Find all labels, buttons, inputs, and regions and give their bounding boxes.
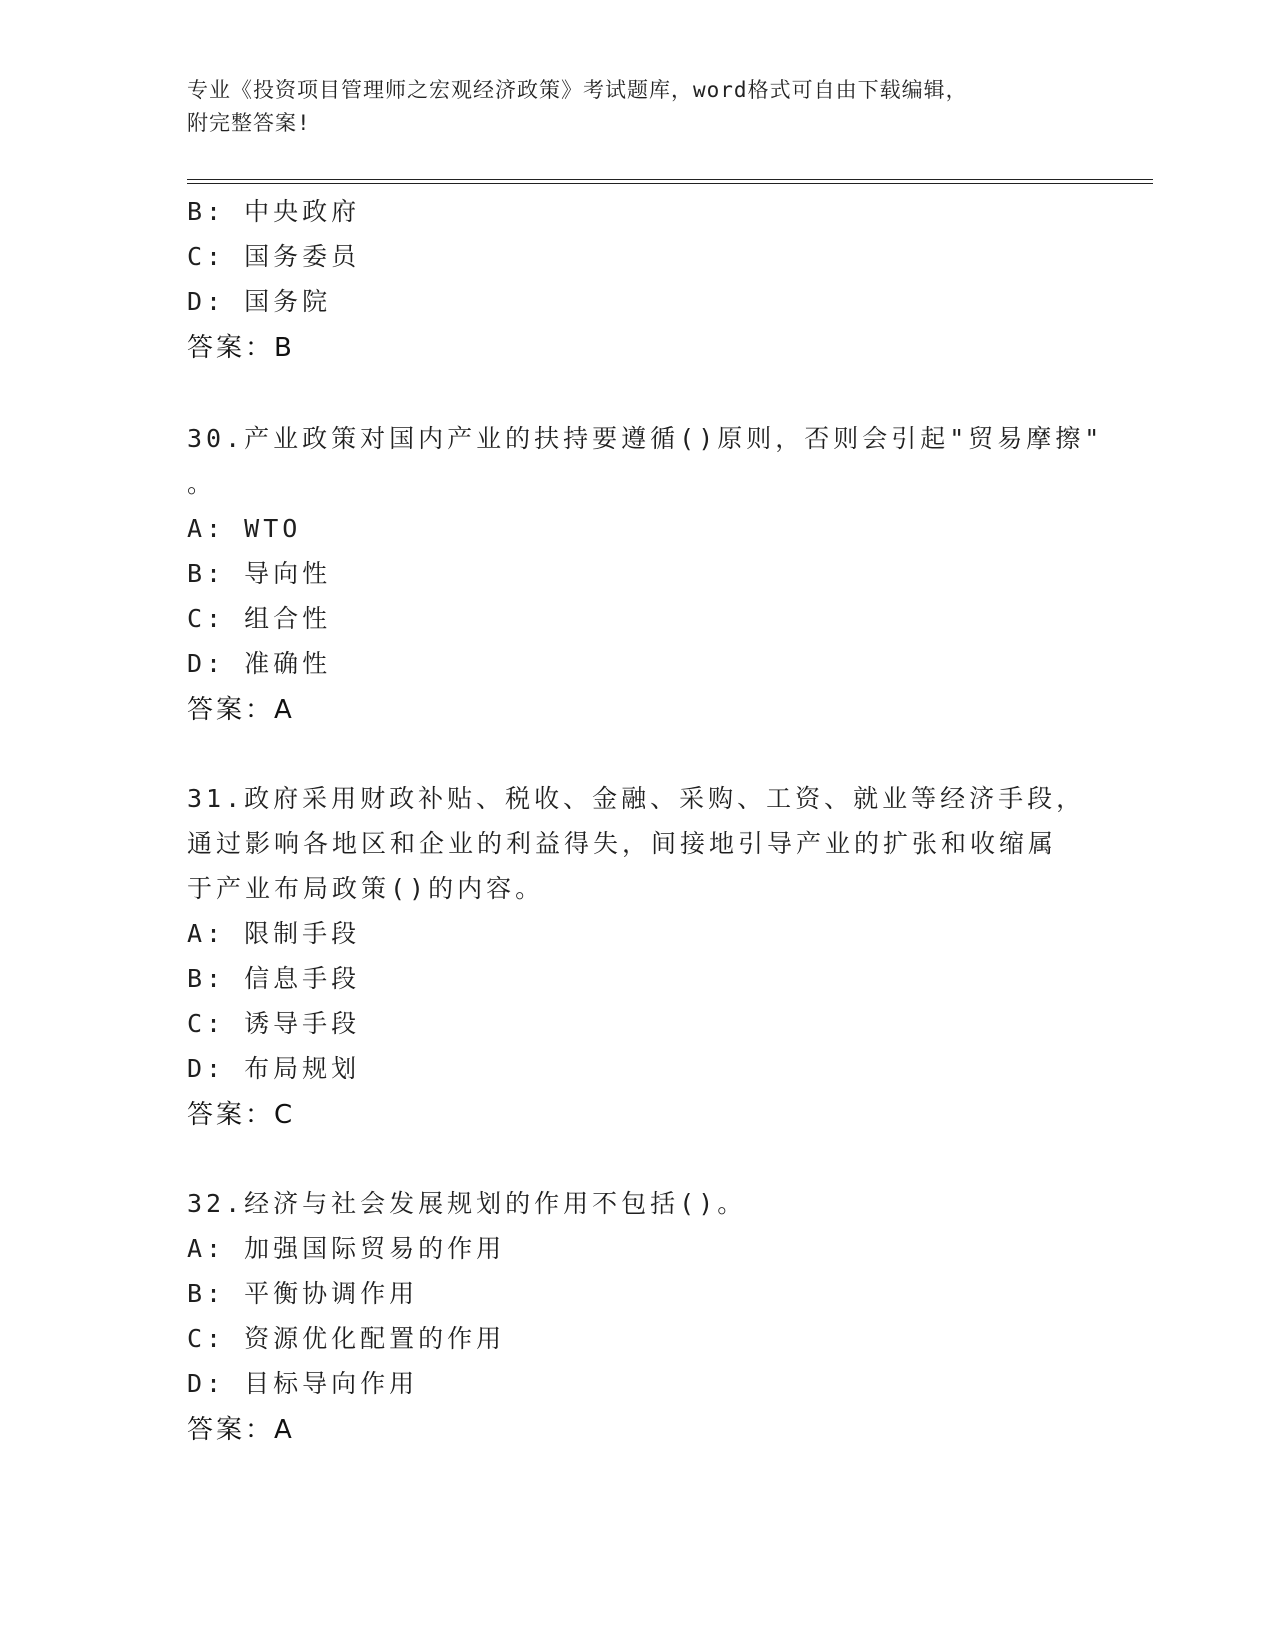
q31-stem-line-3: 于产业布局政策()的内容。 xyxy=(187,874,545,903)
q31-stem-line-2: 通过影响各地区和企业的利益得失，间接地引导产业的扩张和收缩属 xyxy=(187,829,1058,858)
q32-option-d: D: 目标导向作用 xyxy=(187,1369,419,1398)
q31-answer: 答案：C xyxy=(187,1100,296,1130)
q30-option-a: A: WTO xyxy=(187,514,302,543)
q32-option-b: B: 平衡协调作用 xyxy=(187,1279,419,1308)
q29-option-d: D: 国务院 xyxy=(187,287,332,316)
document-header xyxy=(187,74,1067,140)
q30-option-d: D: 准确性 xyxy=(187,649,332,678)
q31-option-b: B: 信息手段 xyxy=(187,964,361,993)
q32-stem-line-1: 32.经济与社会发展规划的作用不包括()。 xyxy=(187,1189,747,1218)
q29-option-c: C: 国务委员 xyxy=(187,242,361,271)
header-line-1: 专业《投资项目管理师之宏观经济政策》考试题库，word格式可自由下载编辑， xyxy=(187,78,968,102)
q30-option-b: B: 导向性 xyxy=(187,559,332,588)
header-divider-top xyxy=(187,179,1153,180)
q31-option-c: C: 诱导手段 xyxy=(187,1009,361,1038)
q30-answer: 答案：A xyxy=(187,695,295,725)
header-divider-bottom xyxy=(187,183,1153,184)
q32-option-a: A: 加强国际贸易的作用 xyxy=(187,1234,506,1263)
q30-option-c: C: 组合性 xyxy=(187,604,332,633)
q30-stem-line-2: 。 xyxy=(187,469,217,498)
header-line-2: 附完整答案! xyxy=(187,111,311,135)
q31-stem-line-1: 31.政府采用财政补贴、税收、金融、采购、工资、就业等经济手段， xyxy=(187,784,1086,813)
q29-option-b: B: 中央政府 xyxy=(187,197,361,226)
q29-answer: 答案：B xyxy=(187,333,295,363)
q31-option-a: A: 限制手段 xyxy=(187,919,361,948)
q30-stem-line-1: 30.产业政策对国内产业的扶持要遵循()原则，否则会引起"贸易摩擦" xyxy=(187,424,1104,453)
q32-answer: 答案：A xyxy=(187,1415,295,1445)
q32-option-c: C: 资源优化配置的作用 xyxy=(187,1324,506,1353)
q31-option-d: D: 布局规划 xyxy=(187,1054,361,1083)
